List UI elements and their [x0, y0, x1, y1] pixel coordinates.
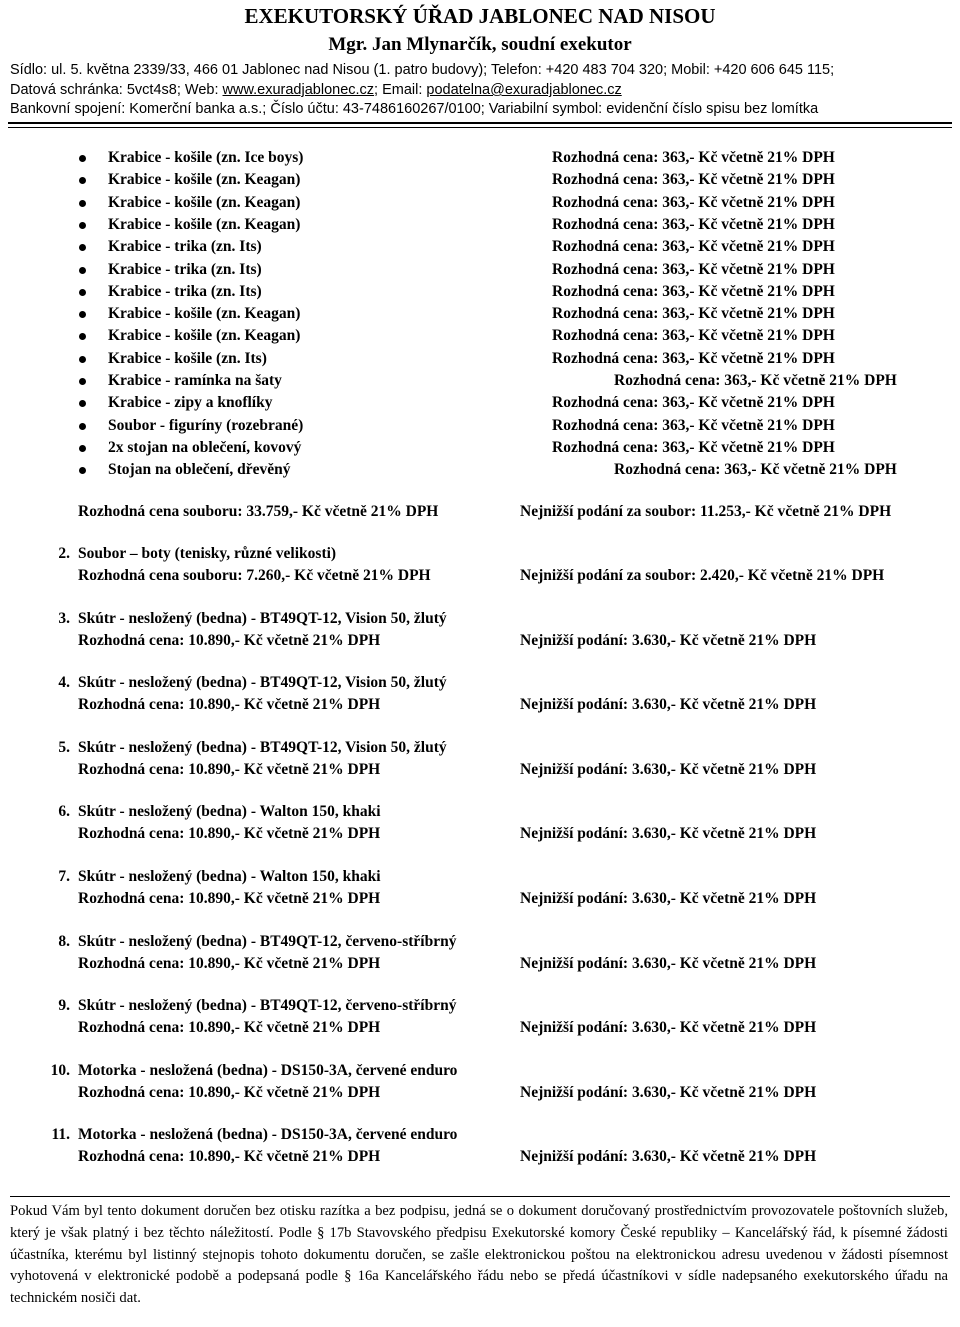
item-min-bid: Nejnižší podání: 3.630,- Kč včetně 21% DPH — [520, 631, 817, 649]
item-title: Motorka - nesložená (bedna) - DS150-3A, červené enduro — [78, 1126, 458, 1144]
bullet-icon — [79, 311, 86, 318]
bullet-icon — [79, 445, 86, 452]
item-price: Rozhodná cena souboru: 7.260,- Kč včetně 21% DPH — [78, 567, 431, 584]
item-name: Krabice - košile (zn. Keagan) — [108, 215, 301, 233]
item-min-bid: Nejnižší podání: 3.630,- Kč včetně 21% DPH — [520, 825, 817, 843]
bullet-icon — [79, 267, 86, 274]
item-number: 10. — [50, 1061, 70, 1079]
list-item — [0, 439, 960, 461]
item-price: Rozhodná cena: 363,- Kč včetně 21% DPH — [552, 349, 835, 367]
item-name: Krabice - košile (zn. Keagan) — [108, 171, 301, 189]
item-price: Rozhodná cena: 363,- Kč včetně 21% DPH — [552, 149, 835, 166]
list-item — [0, 261, 960, 283]
item-price: Rozhodná cena: 363,- Kč včetně 21% DPH — [552, 282, 835, 300]
list-item — [0, 417, 960, 439]
item-name: Stojan na oblečení, dřevěný — [108, 461, 291, 479]
item-min-bid: Nejnižší podání: 3.630,- Kč včetně 21% DPH — [520, 1019, 817, 1037]
item-title: Skútr - nesložený (bedna) - Walton 150, khaki — [78, 803, 381, 821]
item-name: Krabice - košile (zn. Keagan) — [108, 327, 301, 345]
item-price: Rozhodná cena: 363,- Kč včetně 21% DPH — [552, 171, 835, 189]
header-rule-thick — [8, 122, 952, 124]
item-name: Krabice - košile (zn. Its) — [108, 349, 267, 367]
item-number: 2. — [58, 545, 70, 562]
list-item — [0, 171, 960, 193]
item-price: Rozhodná cena: 10.890,- Kč včetně 21% DPH — [78, 890, 381, 907]
web-link[interactable]: www.exuradjablonec.cz — [222, 82, 375, 98]
bullet-icon — [79, 356, 86, 363]
set-price: Rozhodná cena souboru: 33.759,- Kč včetně 21% DPH — [78, 503, 439, 520]
list-item — [0, 149, 960, 171]
list-item — [0, 238, 960, 260]
address-line: Sídlo: ul. 5. května 2339/33, 466 01 Jablonec nad Nisou (1. patro budovy); Telefon: +420 483 704 320; Mobil: +420 606 645 115; — [10, 62, 835, 78]
item-name: Krabice - košile (zn. Ice boys) — [108, 149, 304, 166]
item-title: Soubor – boty (tenisky, různé velikosti) — [78, 545, 337, 562]
bullet-icon — [79, 467, 86, 474]
bullet-icon — [79, 378, 86, 385]
header-rule-thin — [8, 127, 952, 128]
item-title: Motorka - nesložená (bedna) - DS150-3A, červené enduro — [78, 1061, 458, 1079]
list-item — [0, 216, 960, 238]
item-price: Rozhodná cena: 10.890,- Kč včetně 21% DPH — [78, 1148, 381, 1166]
item-price: Rozhodná cena: 363,- Kč včetně 21% DPH — [552, 193, 835, 211]
item-min-bid: Nejnižší podání: 3.630,- Kč včetně 21% DPH — [520, 890, 817, 907]
item-min-bid: Nejnižší podání: 3.630,- Kč včetně 21% DPH — [520, 696, 817, 714]
item-name: Krabice - trika (zn. Its) — [108, 282, 262, 300]
bullet-icon — [79, 200, 86, 207]
item-min-bid: Nejnižší podání: 3.630,- Kč včetně 21% DPH — [520, 1083, 817, 1101]
bank-line: Bankovní spojení: Komerční banka a.s.; Číslo účtu: 43-7486160267/0100; Variabilní symbol: evidenční číslo spisu bez lomítka — [10, 101, 819, 117]
item-name: Krabice - trika (zn. Its) — [108, 238, 262, 256]
item-min-bid: Nejnižší podání za soubor: 2.420,- Kč včetně 21% DPH — [520, 567, 885, 584]
item-number: 7. — [58, 868, 70, 885]
item-title: Skútr - nesložený (bedna) - Walton 150, khaki — [78, 868, 381, 885]
item-number: 6. — [58, 803, 70, 821]
item-price: Rozhodná cena: 363,- Kč včetně 21% DPH — [552, 215, 835, 233]
bullet-icon — [79, 423, 86, 430]
bullet-icon — [79, 177, 86, 184]
item-title: Skútr - nesložený (bedna) - BT49QT-12, červeno-stříbrný — [78, 932, 457, 950]
list-item — [0, 350, 960, 372]
list-item — [0, 305, 960, 327]
item-price: Rozhodná cena: 363,- Kč včetně 21% DPH — [552, 327, 835, 345]
email-prefix: ; Email: — [374, 82, 427, 98]
item-min-bid: Nejnižší podání: 3.630,- Kč včetně 21% DPH — [520, 954, 817, 972]
item-price: Rozhodná cena: 363,- Kč včetně 21% DPH — [552, 260, 835, 278]
item-name: Krabice - košile (zn. Keagan) — [108, 193, 301, 211]
item-number: 4. — [58, 674, 70, 692]
footer-rule — [10, 1196, 950, 1197]
item-price: Rozhodná cena: 363,- Kč včetně 21% DPH — [552, 438, 835, 456]
bullet-icon — [79, 222, 86, 229]
bullet-icon — [79, 333, 86, 340]
item-title: Skútr - nesložený (bedna) - BT49QT-12, červeno-stříbrný — [78, 997, 457, 1015]
item-name: Krabice - trika (zn. Its) — [108, 260, 262, 278]
item-title: Skútr - nesložený (bedna) - BT49QT-12, Vision 50, žlutý — [78, 738, 447, 756]
item-name: Soubor - figuríny (rozebrané) — [108, 416, 304, 434]
bullet-icon — [79, 244, 86, 251]
list-item — [0, 372, 960, 394]
item-price: Rozhodná cena: 10.890,- Kč včetně 21% DPH — [78, 1083, 381, 1101]
contact-line — [10, 82, 622, 98]
list-item — [0, 461, 960, 483]
item-price: Rozhodná cena: 10.890,- Kč včetně 21% DPH — [78, 1019, 381, 1037]
item-price: Rozhodná cena: 10.890,- Kč včetně 21% DPH — [78, 631, 381, 649]
item-price: Rozhodná cena: 363,- Kč včetně 21% DPH — [552, 305, 835, 323]
office-title: EXEKUTORSKÝ ÚŘAD JABLONEC NAD NISOU — [244, 4, 716, 28]
item-number: 5. — [58, 738, 70, 756]
list-item — [0, 327, 960, 349]
item-price: Rozhodná cena: 10.890,- Kč včetně 21% DPH — [78, 696, 381, 714]
item-min-bid: Nejnižší podání: 3.630,- Kč včetně 21% DPH — [520, 1148, 817, 1166]
list-item — [0, 194, 960, 216]
bullet-icon — [79, 155, 86, 162]
item-number: 11. — [51, 1126, 70, 1144]
bullet-icon — [79, 400, 86, 407]
item-title: Skútr - nesložený (bedna) - BT49QT-12, Vision 50, žlutý — [78, 609, 447, 627]
item-price: Rozhodná cena: 363,- Kč včetně 21% DPH — [552, 238, 835, 256]
item-name: Krabice - ramínka na šaty — [108, 372, 282, 389]
executor-name: Mgr. Jan Mlynarčík, soudní exekutor — [328, 34, 632, 55]
item-name: Krabice - zipy a knoflíky — [108, 394, 273, 412]
item-price: Rozhodná cena: 363,- Kč včetně 21% DPH — [552, 394, 835, 412]
item-number: 8. — [58, 932, 70, 950]
bullet-icon — [79, 289, 86, 296]
email-link[interactable]: podatelna@exuradjablonec.cz — [426, 82, 622, 98]
list-item — [0, 394, 960, 416]
item-price: Rozhodná cena: 10.890,- Kč včetně 21% DPH — [78, 825, 381, 843]
item-price: Rozhodná cena: 363,- Kč včetně 21% DPH — [614, 372, 897, 389]
item-number: 9. — [58, 997, 70, 1015]
item-price: Rozhodná cena: 10.890,- Kč včetně 21% DPH — [78, 954, 381, 972]
list-item — [0, 283, 960, 305]
footer-text: Pokud Vám byl tento dokument doručen bez otisku razítka a bez podpisu, jedná se o dokument doručovaný prostřednictvím provozovatele poštovních služeb, který je však platný i bez těchto náležitostí. Podle § 17b Stavovského předpisu Exekutorské komory České republiky – Kancelářský řád, k písemné žádosti účastníka, kterému byl listinný stejnopis tohoto dokumentu doručen, se zašle elektronickou poštou na elektronickou adresu uvedenou v žádosti písemnost vyhotovená v elektronické podobě a podepsaná podle § 16a Kancelářského řádu nebo se předá účastníkovi v sídle nadepsaného exekutorského úřadu na technickém nosiči dat. — [10, 1203, 948, 1307]
set-min-bid: Nejnižší podání za soubor: 11.253,- Kč včetně 21% DPH — [520, 503, 892, 520]
item-name: Krabice - košile (zn. Keagan) — [108, 305, 301, 323]
item-price: Rozhodná cena: 363,- Kč včetně 21% DPH — [614, 461, 897, 479]
item-price: Rozhodná cena: 10.890,- Kč včetně 21% DPH — [78, 760, 381, 778]
item-number: 3. — [58, 609, 70, 627]
item-name: 2x stojan na oblečení, kovový — [108, 438, 302, 456]
item-min-bid: Nejnižší podání: 3.630,- Kč včetně 21% DPH — [520, 760, 817, 778]
item-title: Skútr - nesložený (bedna) - BT49QT-12, Vision 50, žlutý — [78, 674, 447, 692]
contact-prefix: Datová schránka: 5vct4s8; Web: — [10, 82, 223, 98]
item-price: Rozhodná cena: 363,- Kč včetně 21% DPH — [552, 416, 835, 434]
